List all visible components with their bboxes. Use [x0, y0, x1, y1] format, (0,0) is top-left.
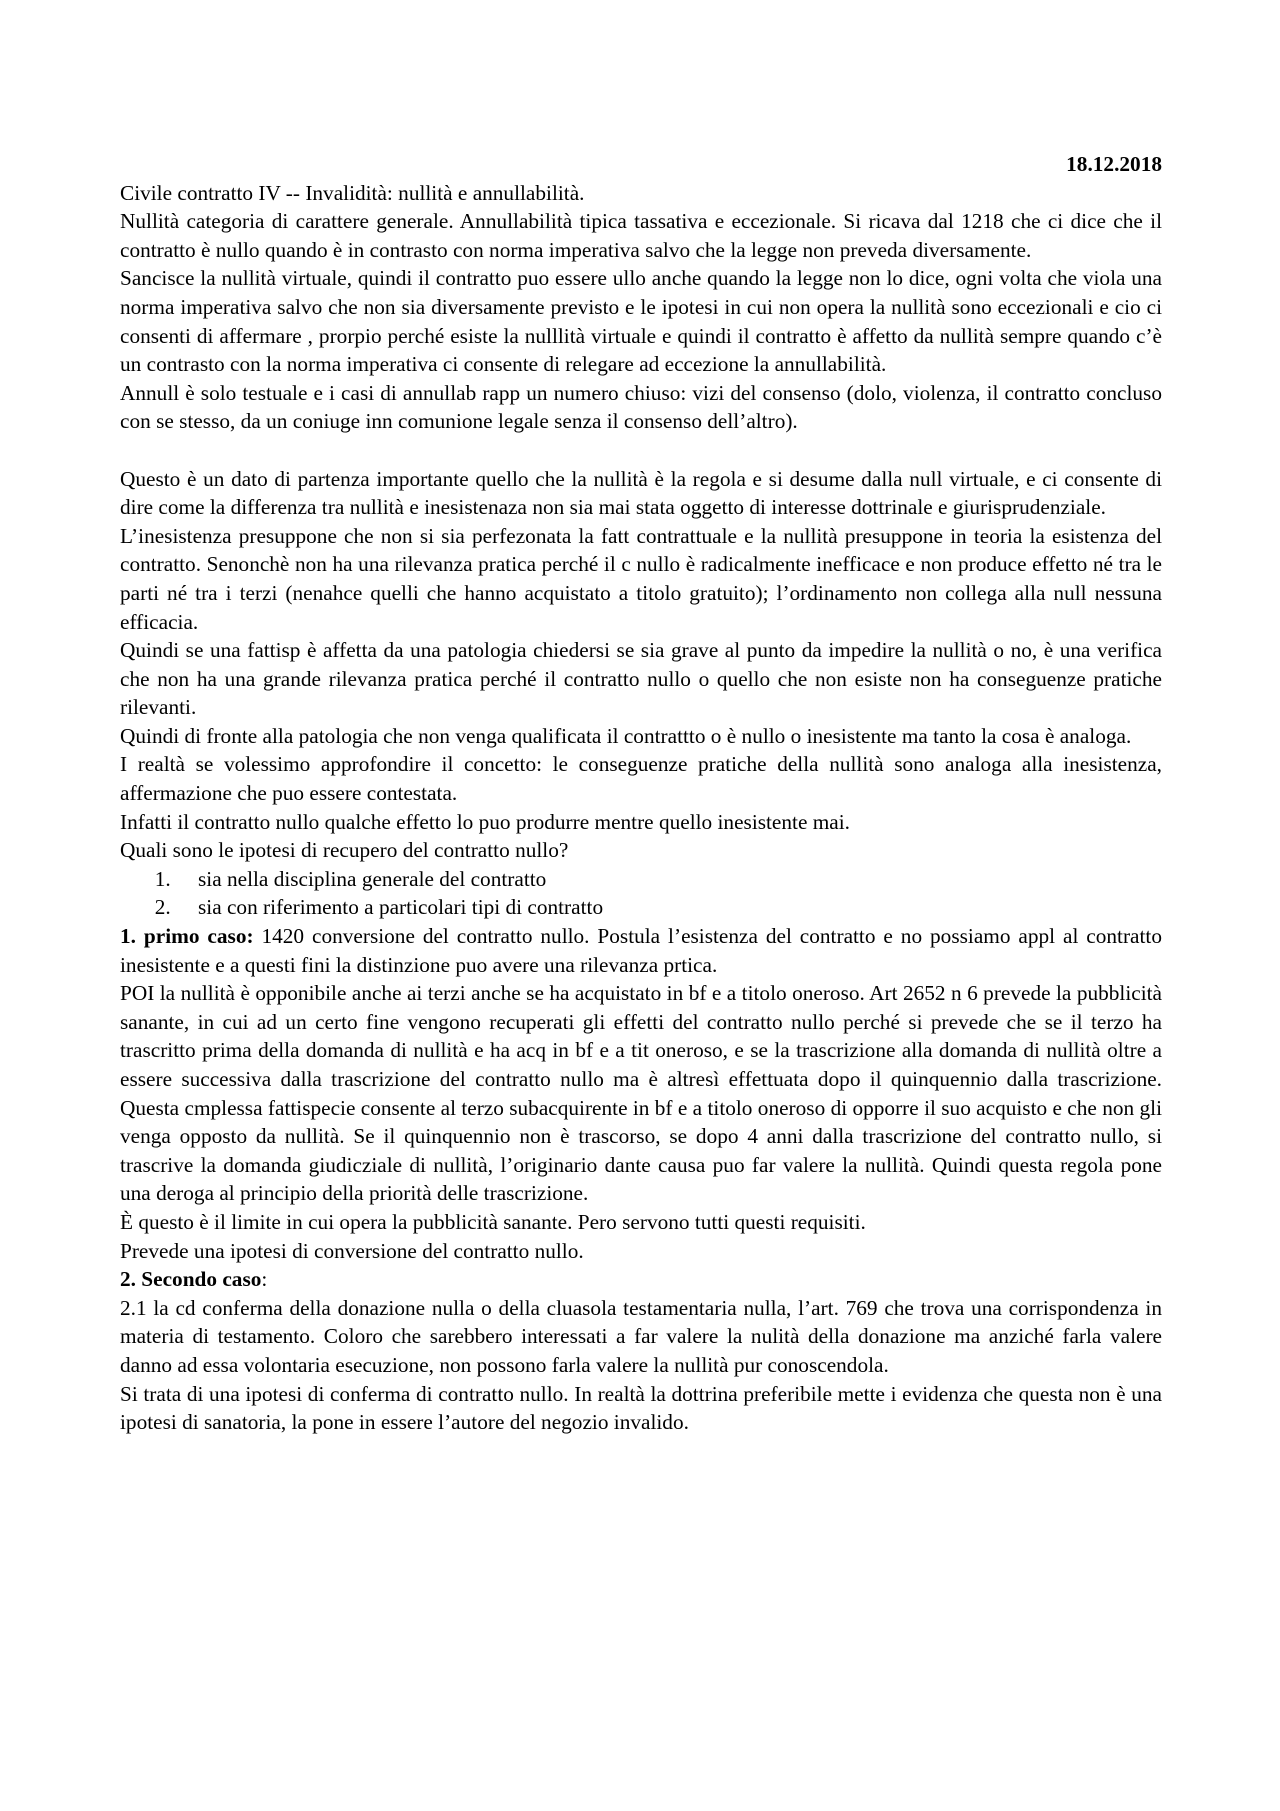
case-two-label: 2. Secondo caso — [120, 1267, 262, 1292]
case-two-suffix: : — [261, 1267, 268, 1292]
list-item: 1. sia nella disciplina generale del contratto — [176, 865, 1162, 894]
paragraph: I realtà se volessimo approfondire il concetto: le conseguenze pratiche della nullità sono analoga alla inesistenza, affermazione che puo essere contestata. — [120, 752, 1162, 806]
paragraph: È questo è il limite in cui opera la pubblicità sanante. Pero servono tutti questi requisiti. — [120, 1209, 866, 1234]
paragraph: Quali sono le ipotesi di recupero del contratto nullo? — [120, 838, 569, 863]
paragraph: Nullità categoria di carattere generale. Annullabilità tipica tassativa e eccezionale. Si ricava dal 1218 che ci dice che il contratto è nullo quando è in contrasto con norma imperativa salvo che la legge non preveda diversamente. — [120, 209, 1162, 262]
paragraph: 2.1 la cd conferma della donazione nulla o della cluasola testamentaria nulla, l’art. 769 che trova una corrispondenza in materia di testamento. Coloro che sarebbero interessati a far valere la nulità della donazione ma anziché farla valere danno ad essa volontaria esecuzione, non possono farla valere la nullità pur conoscendola. — [120, 1295, 1162, 1377]
case-two-heading — [120, 1265, 1162, 1294]
case-one-label: 1. primo caso: — [120, 924, 254, 949]
blank-line — [120, 436, 1162, 465]
paragraph: Questo è un dato di partenza importante quello che la nullità è la regola e si desume dalla null virtuale, e ci consente di dire come la differenza tra nullità e inesistenaza non sia mai stata oggetto di interesse dottrinale e giurisprudenziale. — [120, 466, 1162, 520]
paragraph: POI la nullità è opponibile anche ai terzi anche se ha acquistato in bf e a titolo oneroso. Art 2652 n 6 prevede la pubblicità sanante, in cui ad un certo fine vengono recuperati gli effetti del contratto nullo perché si prevede che se il terzo ha trascritto prima della domanda di nullità e ha acq in bf e a tit oneroso, e se la trascrizione alla domanda di nullità oltre a essere successiva dalla trascrizione del contratto nullo ma è altresì effettuata dopo il quinquennio dalla trascrizione. Questa cmplessa fattispecie consente al terzo subacquirente in bf e a titolo oneroso di opporre il suo acquisto e che non gli venga opposto da nullità. Se il quinquennio non è trascorso, se dopo 4 anni dalla trascrizione del contratto nullo, si trascrive la domanda giudicziale di nullità, l’originario dante causa puo far valere la nullità. Quindi questa regola pone una deroga al principio della priorità delle trascrizione. — [120, 981, 1162, 1206]
paragraph: Si trata di una ipotesi di conferma di contratto nullo. In realtà la dottrina preferibile mette i evidenza che questa non è una ipotesi di sanatoria, la pone in essere l’autore del negozio invalido. — [120, 1381, 1162, 1435]
case-one-text: 1420 conversione del contratto nullo. Postula l’esistenza del contratto e no possiamo appl al contratto inesistente e a questi fini la distinzione puo avere una rilevanza prtica. — [120, 924, 1162, 977]
case-one-paragraph — [120, 922, 1162, 979]
list-item: 2. sia con riferimento a particolari tipi di contratto — [176, 893, 1162, 922]
numbered-list — [120, 865, 1162, 922]
paragraph: L’inesistenza presuppone che non si sia perfezonata la fatt contrattuale e la nullità presuppone in teoria la esistenza del contratto. Senonchè non ha una rilevanza pratica perché il c nullo è radicalmente inefficace e non produce effetto né tra le parti né tra i terzi (nenahce quelli che hanno acquistato a titolo gratuito); l’ordinamento non collega alla null nessuna efficacia. — [120, 523, 1162, 634]
paragraph: Quindi di fronte alla patologia che non venga qualificata il contrattto o è nullo o inesistente ma tanto la cosa è analoga. — [120, 723, 1132, 748]
paragraph: Annull è solo testuale e i casi di annullab rapp un numero chiuso: vizi del consenso (dolo, violenza, il contratto concluso con se stesso, da un coniuge inn comunione legale senza il consenso dell’altro). — [120, 380, 1162, 434]
paragraph: Quindi se una fattisp è affetta da una patologia chiedersi se sia grave al punto da impedire la nullità o no, è una verifica che non ha una grande rilevanza pratica perché il contratto nullo o quello che non esiste non ha conseguenze pratiche rilevanti. — [120, 638, 1162, 720]
paragraph: Sancisce la nullità virtuale, quindi il contratto puo essere ullo anche quando la legge non lo dice, ogni volta che viola una norma imperativa salvo che non sia diversamente previsto e le ipotesi in cui non opera la nullità sono eccezionali e cio ci consenti di affermare , prorpio perché esiste la nulllità virtuale e quindi il contratto è affetto da nullità sempre quando c’è un contrasto con la norma imperativa ci consente di relegare ad eccezione la annullabilità. — [120, 266, 1162, 377]
document-title: Civile contratto IV -- Invalidità: nullità e annullabilità. — [120, 180, 585, 205]
paragraph: Infatti il contratto nullo qualche effetto lo puo produrre mentre quello inesistente mai. — [120, 809, 850, 834]
paragraph: Prevede una ipotesi di conversione del contratto nullo. — [120, 1238, 584, 1263]
document-date: 18.12.2018 — [1066, 152, 1162, 176]
